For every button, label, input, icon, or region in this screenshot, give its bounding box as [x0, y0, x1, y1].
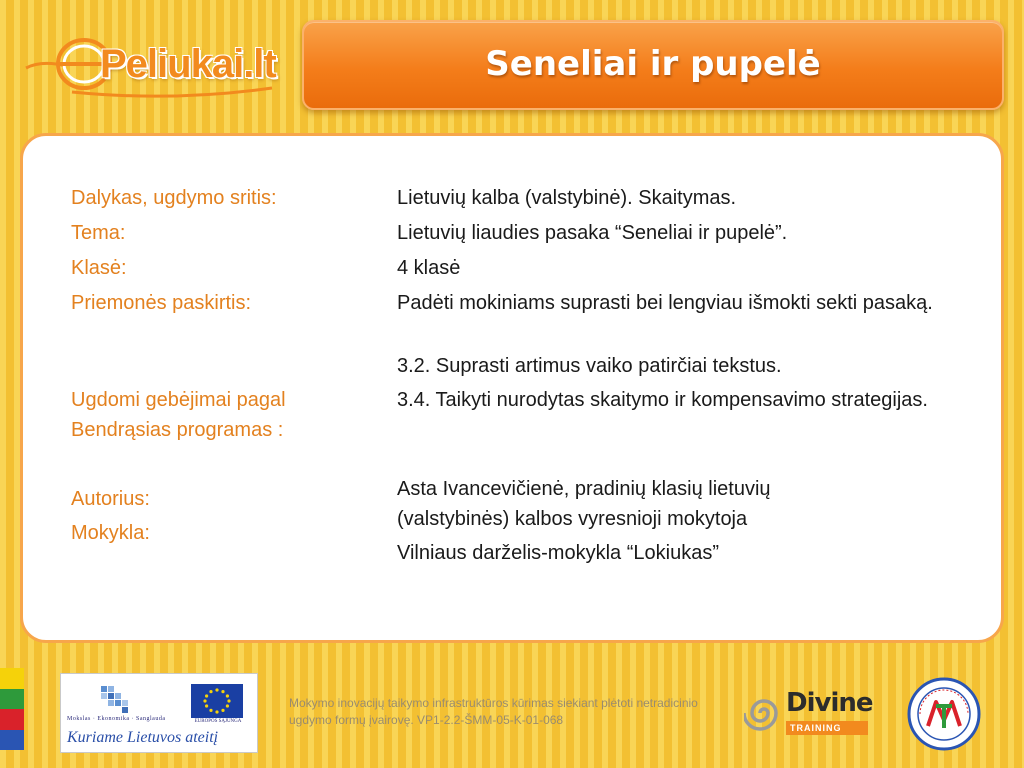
logo-text: Peliukai.lt — [100, 42, 276, 86]
eu-caption: EUROPOS SĄJUNGA — [194, 719, 242, 724]
value-grade: 4 klasė — [397, 257, 461, 279]
project-description: Mokymo inovacijų taikymo infrastruktūros kūrimas siekiant plėtoti netradicinio ugdymo formų įvairovę. VP1-2.2-ŠMM-05-K-01-068 — [289, 696, 698, 727]
label-subject: Dalykas, ugdymo sritis: — [71, 187, 277, 209]
spiral-icon — [744, 690, 784, 736]
esf-eu-logo — [60, 673, 258, 753]
strip-green — [0, 689, 24, 710]
label-skills: Ugdomi gebėjimai pagal Bendrąsias programas : — [71, 389, 286, 441]
divine-training-logo — [744, 688, 873, 738]
value-subject: Lietuvių kalba (valstybinė). Skaitymas. — [397, 187, 737, 209]
strip-red — [0, 709, 24, 730]
label-grade: Klasė: — [71, 257, 127, 279]
value-school: Vilniaus darželis-mokykla “Lokiukas” — [397, 542, 719, 564]
label-purpose: Priemonės paskirtis: — [71, 292, 252, 314]
school-seal-icon — [906, 676, 982, 752]
strip-yellow — [0, 668, 24, 689]
value-purpose: Padėti mokiniams suprasti bei lengviau išmokti sekti pasaką. — [397, 292, 933, 314]
label-topic: Tema: — [71, 222, 126, 244]
esf-caption: Mokslas · Ekonomika · Sanglauda — [67, 716, 166, 722]
training-badge: TRAINING — [786, 721, 868, 735]
label-school: Mokykla: — [71, 522, 150, 544]
esf-pixel-icon — [95, 684, 135, 714]
strip-blue — [0, 730, 24, 751]
side-color-strip — [0, 668, 24, 750]
label-author: Autorius: — [71, 488, 150, 510]
divine-word: Divine — [786, 688, 873, 718]
info-card — [20, 133, 1004, 643]
page-title: Seneliai ir pupelė — [485, 44, 821, 84]
eu-flag-icon — [191, 684, 243, 718]
title-banner — [302, 20, 1004, 110]
value-topic: Lietuvių liaudies pasaka “Seneliai ir pupelė”. — [397, 222, 788, 244]
slogan: Kuriame Lietuvos ateitį — [67, 729, 219, 746]
value-author: Asta Ivancevičienė, pradinių klasių lietuvių (valstybinės) kalbos vyresnioji mokytoja — [397, 478, 771, 530]
value-skill-2: 3.4. Taikyti nurodytas skaitymo ir kompensavimo strategijas. — [397, 389, 928, 411]
value-skill-1: 3.2. Suprasti artimus vaiko patirčiai tekstus. — [397, 355, 782, 377]
peliukai-logo[interactable] — [22, 30, 292, 100]
